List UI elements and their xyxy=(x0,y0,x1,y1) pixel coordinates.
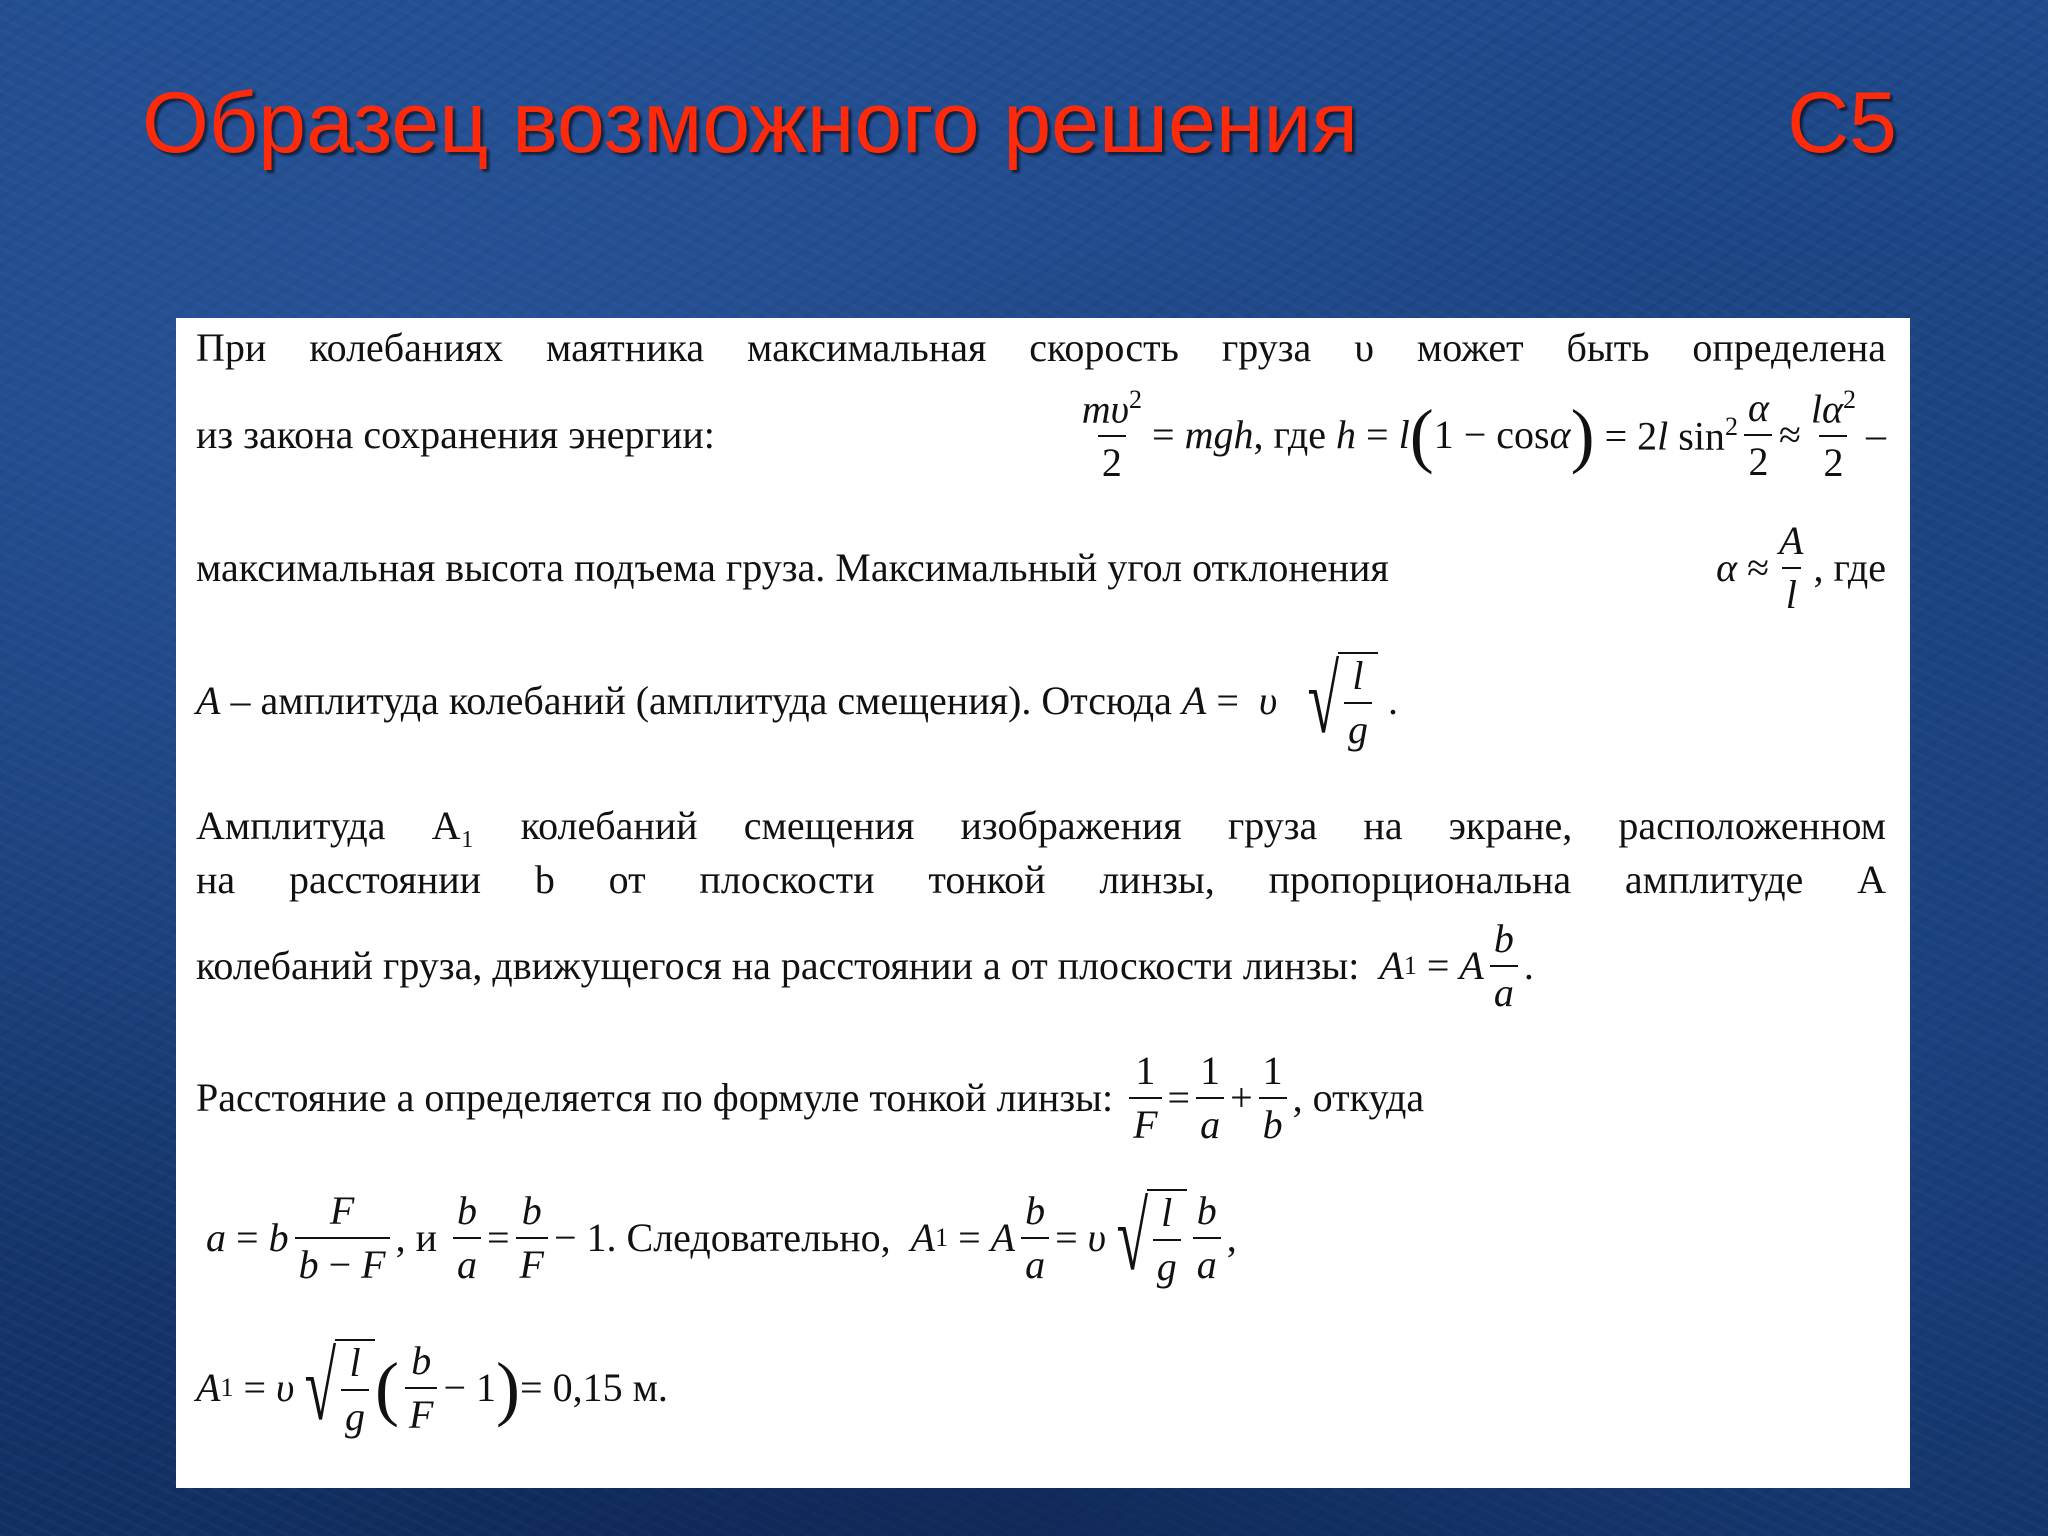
and-text: , и xyxy=(395,1215,437,1260)
solution-line-1: При колебаниях маятника максимальная скорость груза υ может быть определена xyxy=(196,325,1886,370)
solution-line-6: на расстоянии b от плоскости тонкой линзы, пропорциональна амплитуде A xyxy=(196,857,1886,902)
dash-text: – xyxy=(1866,411,1886,457)
final-sqrt: √ $\frac{l}{g}$ xyxy=(294,1339,375,1437)
line-2-text: из закона сохранения энергии: xyxy=(196,412,715,457)
solution-line-3 xyxy=(196,513,1886,623)
solution-line-4: A – амплитуда колебаний (амплитуда смещения). Отсюда A = υ √ $\frac{l}{g}$ . xyxy=(196,645,1398,753)
line-3-text: максимальная высота подъема груза. Максимальный угол отклонения xyxy=(196,545,1389,590)
slide-title-text: Образец возможного решения xyxy=(142,75,1358,171)
angle-formula: α ≈ $\frac{A}{l}$ , где xyxy=(1716,518,1886,617)
solution-panel xyxy=(176,318,1910,1488)
line-4-text: – амплитуда колебаний (амплитуда смещения). Отсюда xyxy=(230,677,1172,723)
line-3-end: , где xyxy=(1813,545,1886,590)
where-text: , где xyxy=(1253,411,1327,457)
sqrt-l-over-g: √ $\frac{l}{g}$ xyxy=(1297,652,1378,750)
solution-line-5: Амплитуда A₁ колебаний смещения изображения груза на экране, расположенном xyxy=(196,803,1886,848)
line-7-text: колебаний груза, движущегося на расстоянии a от плоскости линзы: xyxy=(196,942,1360,988)
result-value: = 0,15 м. xyxy=(520,1365,668,1410)
solution-line-7: колебаний груза, движущегося на расстоянии a от плоскости линзы: A 1 = A $\frac{b}{a}$ . xyxy=(196,915,1534,1015)
solution-line-2 xyxy=(196,380,1886,490)
line-8-text: Расстояние a определяется по формуле тонкой линзы: xyxy=(196,1074,1114,1120)
slide-title xyxy=(142,75,1897,171)
slide-task-number: С5 xyxy=(1787,75,1897,171)
solution-line-9: a = b $\frac{F}{b - F}$ , и $\frac{b}{a}$ = $\frac{b}{F}$ − 1 . Следовательно, A 1 = A $\frac{b}{a}$ = υ √ $\frac{l}{g}$ $\frac{b}{a}$ , xyxy=(206,1183,1237,1290)
solution-result-line: A 1 = υ √ $\frac{l}{g}$ ( $\frac{b}{F}$ − 1 ) = 0,15 м. xyxy=(196,1333,668,1440)
line-8-end: , откуда xyxy=(1292,1074,1425,1120)
energy-equation: $\frac{m\upsilon^2}{2}$ = mgh , где h = l ( 1 − cosα ) = 2l $\sin^2$ $\frac{\alpha}{2}$ ≈ $\frac{l\alpha^2}{2}$ – xyxy=(1072,387,1886,483)
then-text: . Следовательно, xyxy=(606,1215,891,1260)
kinetic-energy-fraction: $\frac{m\upsilon^2}{2}$ xyxy=(1081,384,1143,486)
solution-line-8: Расстояние a определяется по формуле тонкой линзы: $\frac{1}{F}$ = $\frac{1}{a}$ + $\frac{1}{b}$ , откуда xyxy=(196,1047,1425,1147)
